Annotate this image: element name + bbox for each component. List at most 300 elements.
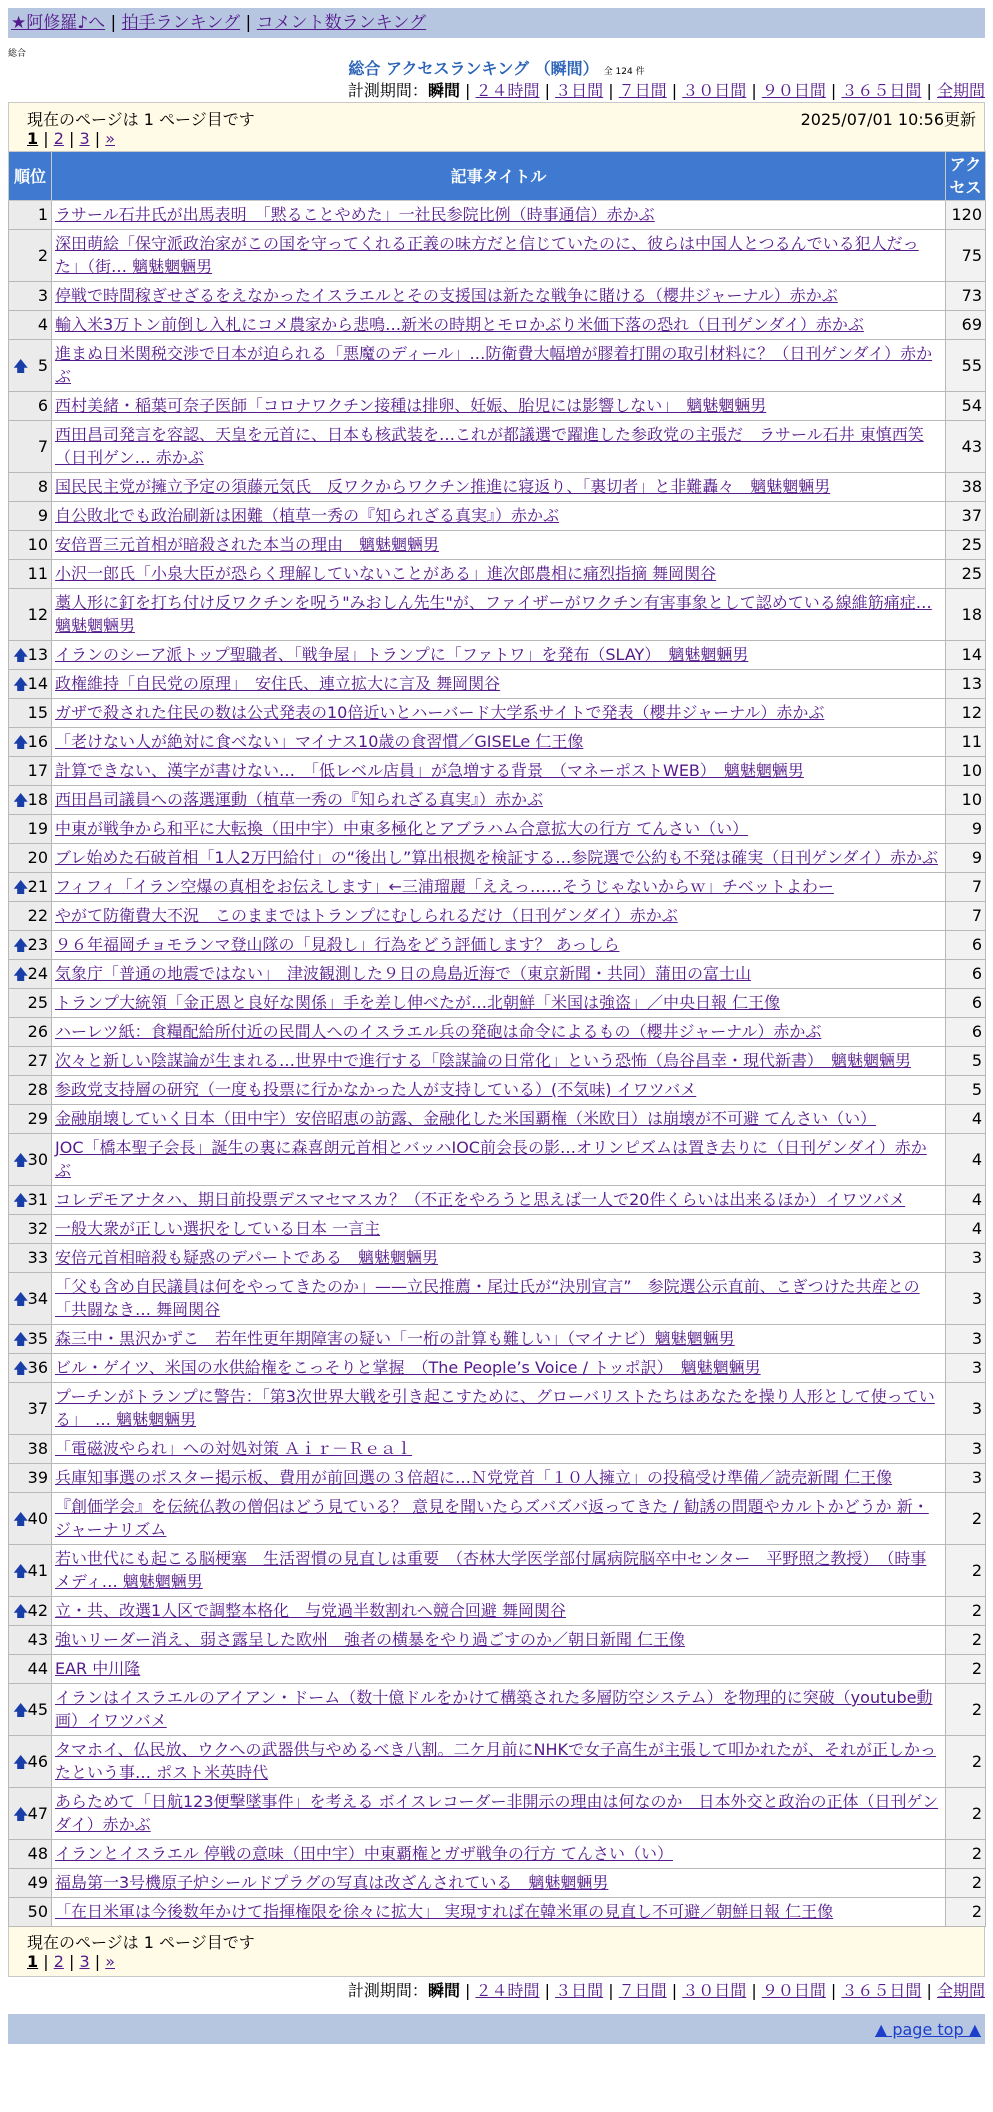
access-count: 4 [946,1186,986,1215]
title-cell [52,1655,946,1684]
access-count: 38 [946,473,986,502]
up-arrow-icon: 🡅 [13,1509,29,1528]
rank-number: 8 [37,477,48,496]
title-cell [52,728,946,757]
title-cell [52,1435,946,1464]
rank-number: 32 [27,1219,48,1238]
page-link-3[interactable]: 3 [79,129,90,148]
rank-number: 25 [27,993,48,1012]
period-link-5[interactable]: ３６５日間 [841,1981,922,2000]
page-separator: | [63,129,80,148]
period-link-6[interactable]: 全期間 [936,81,985,100]
title-column-header: 記事タイトル [52,152,946,201]
up-arrow-icon: 🡅 [13,356,29,375]
article-link[interactable]: 中東が戦争から和平に大転換（田中宇）中東多極化とアブラハム合意拡大の行方 てんさい（い） [55,819,749,838]
article-link[interactable]: 一般大衆が正しい選択をしている日本 一言主 [55,1219,381,1238]
access-count: 3 [946,1244,986,1273]
access-count: 55 [946,340,986,392]
rank-cell [9,392,52,421]
article-link[interactable]: やがて防衛費大不況 このままではトランプにむしられるだけ（日刊ゲンダイ）赤かぶ [55,906,678,925]
title-cell [52,421,946,473]
rank-cell [9,1493,52,1545]
rank-cell [9,989,52,1018]
pagination-top [27,129,115,148]
title-cell [52,589,946,641]
rank-number: 20 [27,848,48,867]
page-heading [8,58,985,80]
article-link[interactable]: 「老けない人が絶対に食べない」マイナス10歳の食習慣／GISELe 仁王像 [55,732,584,751]
rank-cell [9,531,52,560]
access-count: 5 [946,1047,986,1076]
rank-number: 27 [27,1051,48,1070]
rank-number: 49 [27,1873,48,1892]
rank-number: 41 [27,1560,48,1580]
access-count: 9 [946,815,986,844]
home-link[interactable]: ★阿修羅♪へ [11,13,106,33]
title-cell [52,960,946,989]
table-row [9,1134,986,1186]
access-count: 3 [946,1273,986,1325]
table-row [9,392,986,421]
access-count: 14 [946,641,986,670]
article-link[interactable]: ビル・ゲイツ、米国の水供給権をこっそりと掌握 （The People’s Voice / トッポ訳） 魑魅魍魎男 [55,1358,761,1377]
up-arrow-icon: 🡅 [13,1804,29,1823]
pagination-bottom [27,1952,115,1971]
article-link[interactable]: 輸入米3万トン前倒し入札にコメ農家から悲鳴…新米の時期とモロかぶり米価下落の恐れ（日刊ゲンダイ）赤かぶ [55,315,864,334]
article-link[interactable]: 小沢一郎氏「小泉大臣が恐らく理解していないことがある」進次郎農相に痛烈指摘 舞岡関谷 [55,564,717,583]
rank-number: 10 [27,535,48,554]
page-info-top [8,102,985,151]
rank-cell [9,473,52,502]
title-cell [52,1464,946,1493]
rank-number: 37 [27,1398,48,1418]
up-arrow-icon: 🡅 [13,1561,29,1580]
title-cell [52,1493,946,1545]
current-page-text: 現在のページは 1 ページ目です [27,110,255,129]
up-arrow-icon: 🡅 [13,936,29,954]
rank-number: 11 [27,564,48,583]
period-link-1[interactable]: ３日間 [555,81,604,100]
rank-cell [9,1788,52,1840]
article-link[interactable]: 西村美緒・稲葉可奈子医師「コロナワクチン接種は排卵、妊娠、胎児には影響しない」 魑魅魍魎男 [55,396,767,415]
access-count: 10 [946,786,986,815]
access-count: 3 [946,1325,986,1354]
rank-number: 7 [37,436,48,456]
rank-number: 2 [37,245,48,265]
access-count: 6 [946,931,986,960]
access-count: 11 [946,728,986,757]
top-nav-bar [8,8,985,38]
period-selector-top [8,80,985,102]
title-cell [52,392,946,421]
period-link-3[interactable]: ３０日間 [682,1981,747,2000]
table-row [9,844,986,873]
table-row [9,1105,986,1134]
article-link[interactable]: 金融崩壊していく日本（田中宇）安倍昭恵の訪露、金融化した米国覇権（米欧日）は崩壊が不可避 てんさい（い） [55,1109,877,1128]
table-header-row [9,152,986,201]
next-page-link[interactable]: » [105,1952,115,1971]
article-link[interactable]: 『創価学会』を伝統仏教の僧侶はどう見ている？ 意見を聞いたらズバズバ返ってきた / 勧誘の問題やカルトかどうか 新・ジャーナリズム [55,1497,929,1539]
article-link[interactable]: 停戦で時間稼ぎせざるをえなかったイスラエルとその支援国は新たな戦争に賭ける（櫻井ジャーナル）赤かぶ [55,286,838,305]
period-label: 計測期間： [347,81,428,100]
title-cell [52,473,946,502]
up-arrow-icon: 🡅 [13,965,29,983]
period-link-5[interactable]: ３６５日間 [841,81,922,100]
access-count: 6 [946,1018,986,1047]
table-row [9,502,986,531]
rank-number: 15 [27,703,48,722]
article-link[interactable]: 深田萌絵「保守派政治家がこの国を守ってくれる正義の味方だと信じていたのに、彼らは中国人とつるんでいる犯人だった」（街… 魑魅魍魎男 [55,234,919,276]
access-count: 2 [946,1597,986,1626]
rank-cell [9,1076,52,1105]
article-link[interactable]: 西田昌司議員への落選運動（植草一秀の『知られざる真実』）赤かぶ [55,790,544,809]
access-count: 2 [946,1493,986,1545]
up-arrow-icon: 🡅 [13,1752,29,1771]
rank-cell [9,873,52,902]
up-arrow-icon: 🡅 [13,675,29,693]
rank-number: 6 [37,396,48,415]
title-cell [52,311,946,340]
period-separator: | [666,1981,683,2000]
rank-cell [9,1626,52,1655]
rank-number: 3 [37,286,48,305]
title-cell [52,201,946,230]
rank-number: 47 [27,1803,48,1823]
access-count: 3 [946,1383,986,1435]
rank-number: 18 [27,790,48,809]
access-count: 18 [946,589,986,641]
article-link[interactable]: トランプ大統領「金正恩と良好な関係」手を差し伸べたが…北朝鮮「米国は強盗」／中央日報 仁王像 [55,993,781,1012]
rank-number: 26 [27,1022,48,1041]
rank-cell [9,1597,52,1626]
period-link-4[interactable]: ９０日間 [761,1981,826,2000]
next-page-link[interactable]: » [105,129,115,148]
period-link-0[interactable]: ２４時間 [475,81,540,100]
table-row [9,340,986,392]
title-cell [52,641,946,670]
article-link[interactable]: 「電磁波やられ」への対処対策 Ａｉｒ－Ｒｅａｌ [55,1439,413,1458]
rank-number: 35 [27,1329,48,1348]
comment-ranking-link[interactable]: コメント数ランキング [256,13,427,33]
article-link[interactable]: EAR 中川隆 [55,1659,141,1678]
title-cell [52,1244,946,1273]
rank-cell [9,670,52,699]
rank-cell [9,1244,52,1273]
article-link[interactable]: コレデモアナタハ、期日前投票デスマセマスカ？（不正をやろうと思えば一人で20件くらいは出来るほか）イワツバメ [55,1190,906,1209]
article-link[interactable]: 進まぬ日米関税交渉で日本が迫られる「悪魔のディール」…防衛費大幅増が膠着打開の取引材料に？（日刊ゲンダイ）赤かぶ [55,344,933,386]
rank-number: 21 [27,877,48,896]
period-link-0[interactable]: ２４時間 [475,1981,540,2000]
rank-cell [9,1545,52,1597]
table-row [9,1869,986,1898]
article-link[interactable]: 安倍元首相暗殺も疑惑のデパートである 魑魅魍魎男 [55,1248,439,1267]
rank-number: 31 [27,1190,48,1209]
table-row [9,311,986,340]
title-cell [52,1325,946,1354]
ranking-table [8,151,986,1927]
article-link[interactable]: 立・共、改選1人区で調整本格化 与党過半数割れへ競合回避 舞岡関谷 [55,1601,566,1620]
access-count: 73 [946,282,986,311]
rank-cell [9,1383,52,1435]
table-row [9,1215,986,1244]
table-row [9,960,986,989]
rank-number: 33 [27,1248,48,1267]
rank-cell [9,641,52,670]
period-separator: | [921,1981,937,2000]
rank-cell [9,1435,52,1464]
rank-number: 39 [27,1468,48,1487]
article-link[interactable]: 森三中・黒沢かずこ 若年性更年期障害の疑い「一桁の計算も難しい」（マイナビ）魑魅魍魎男 [55,1329,735,1348]
rank-number: 36 [27,1358,48,1377]
period-link-3[interactable]: ３０日間 [682,81,747,100]
rank-cell [9,589,52,641]
table-row [9,1840,986,1869]
period-separator: | [746,1981,762,2000]
period-separator: | [921,81,937,100]
article-link[interactable]: イランとイスラエル 停戦の意味（田中宇）中東覇権とガザ戦争の行方 てんさい（い） [55,1844,674,1863]
access-count: 2 [946,1788,986,1840]
table-row [9,560,986,589]
article-link[interactable]: 「在日米軍は今後数年かけて指揮権限を徐々に拡大」 実現すれば在韓米軍の見直し不可避／朝鮮日報 仁王像 [55,1902,834,1921]
rank-cell [9,1047,52,1076]
period-current: 瞬間 [427,1981,460,2000]
rank-number: 30 [27,1149,48,1169]
article-link[interactable]: 自公敗北でも政治刷新は困難（植草一秀の『知られざる真実』）赤かぶ [55,506,560,525]
access-count: 25 [946,531,986,560]
rank-number: 50 [27,1902,48,1921]
period-separator: | [666,81,683,100]
article-link[interactable]: イランはイスラエルのアイアン・ドーム（数十億ドルをかけて構築された多層防空システム）を物理的に突破（youtube動画）イワツバメ [55,1688,933,1730]
table-row [9,531,986,560]
period-separator: | [603,81,619,100]
title-cell [52,786,946,815]
article-link[interactable]: フィフィ「イラン空爆の真相をお伝えします」←三浦瑠麗「ええっ……そうじゃないからｗ」チベットよわー [55,877,834,896]
table-row [9,230,986,282]
rank-cell [9,201,52,230]
article-link[interactable]: 福島第一3号機原子炉シールドプラグの写真は改ざんされている 魑魅魍魎男 [55,1873,609,1892]
access-count: 2 [946,1736,986,1788]
article-link[interactable]: イランのシーア派トップ聖職者、「戦争屋」トランプに「ファトワ」を発布（SLAY） 魑魅魍魎男 [55,645,749,664]
rank-cell [9,421,52,473]
title-cell [52,1626,946,1655]
title-cell [52,1597,946,1626]
page-current: 1 [27,129,39,148]
rank-cell [9,1134,52,1186]
article-link[interactable]: 「父も含め自民議員は何をやってきたのか」——立民推薦・尾辻氏が“決別宣言” 参院選公示直前、こぎつけた共産との「共闘なき… 舞岡関谷 [55,1277,920,1319]
title-cell [52,340,946,392]
period-selector-bottom [8,1980,985,2002]
rank-cell [9,902,52,931]
table-row [9,1273,986,1325]
table-row [9,786,986,815]
article-link[interactable]: JOC「橋本聖子会長」誕生の裏に森喜朗元首相とバッハIOC前会長の影…オリンピズムは置き去りに（日刊ゲンダイ）赤かぶ [55,1138,927,1180]
rank-cell [9,699,52,728]
rank-number: 17 [27,761,48,780]
article-link[interactable]: 次々と新しい陰謀論が生まれる…世界中で進行する「陰謀論の日常化」という恐怖（烏谷昌幸・現代新書） 魑魅魍魎男 [55,1051,912,1070]
rank-number: 46 [27,1751,48,1771]
article-link[interactable]: 参政党支持層の研究（一度も投票に行かなかった人が支持している）(不気味) イワツバメ [55,1080,697,1099]
access-count: 4 [946,1215,986,1244]
rank-number: 44 [27,1659,48,1678]
rank-cell [9,728,52,757]
period-separator: | [746,81,762,100]
nav-separator: | [110,13,117,33]
article-link[interactable]: 兵庫知事選のポスター掲示板、費用が前回選の３倍超に…Ｎ党党首「１０人擁立」の投稿受け準備／読売新聞 仁王像 [55,1468,893,1487]
article-link[interactable]: 計算できない、漢字が書けない… 「低レベル店員」が急増する背景 （マネーポストWEB） 魑魅魍魎男 [55,761,804,780]
table-row [9,1186,986,1215]
rank-cell [9,1186,52,1215]
page-separator: | [63,1952,80,1971]
title-cell [52,989,946,1018]
access-count: 9 [946,844,986,873]
title-cell [52,1840,946,1869]
rank-cell [9,1354,52,1383]
page-separator: | [89,129,106,148]
period-link-6[interactable]: 全期間 [936,1981,985,2000]
rank-number: 43 [27,1630,48,1649]
period-current: 瞬間 [427,81,460,100]
article-link[interactable]: ラサール石井氏が出馬表明 「黙ることやめた」一社民参院比例（時事通信）赤かぶ [55,205,655,224]
rank-column-header: 順位 [9,152,52,201]
page-current: 1 [27,1952,39,1971]
table-row [9,1655,986,1684]
page-link-2[interactable]: 2 [53,1952,64,1971]
article-link[interactable]: 気象庁「普通の地震ではない」 津波観測した９日の鳥島近海で（東京新聞・共同）蒲田の富士山 [55,964,752,983]
period-link-2[interactable]: ７日間 [618,81,667,100]
page-info-bottom [8,1927,985,1977]
title-cell [52,1105,946,1134]
rank-cell [9,1684,52,1736]
table-row [9,1076,986,1105]
up-arrow-icon: 🡅 [13,646,29,664]
rank-cell [9,786,52,815]
access-count: 13 [946,670,986,699]
access-count: 25 [946,560,986,589]
title-cell [52,1215,946,1244]
period-link-2[interactable]: ７日間 [618,1981,667,2000]
table-row [9,1244,986,1273]
page-separator: | [38,129,54,148]
table-row [9,873,986,902]
updated-timestamp: 2025/07/01 10:56更新 [800,110,976,129]
rank-number: 28 [27,1080,48,1099]
table-row [9,902,986,931]
title-cell [52,560,946,589]
title-cell [52,931,946,960]
up-arrow-icon: 🡅 [13,1602,29,1620]
rank-cell [9,311,52,340]
article-link[interactable]: ９６年福岡チョモランマ登山隊の「見殺し」行為をどう評価します？ あっしら [55,935,620,954]
rank-number: 13 [27,645,48,664]
period-separator: | [459,81,476,100]
rank-cell [9,757,52,786]
period-separator: | [459,1981,476,2000]
access-count: 54 [946,392,986,421]
title-cell [52,873,946,902]
page-link-3[interactable]: 3 [79,1952,90,1971]
article-link[interactable]: 西田昌司発言を容認、天皇を元首に、日本も核武装を…これが都議選で躍進した参政党の主張だ ラサール石井 東慎西笑（日刊ゲン… 赤かぶ [55,425,924,467]
table-row [9,421,986,473]
page-link-2[interactable]: 2 [53,129,64,148]
rank-cell [9,1655,52,1684]
rank-number: 12 [27,604,48,624]
table-row [9,641,986,670]
rank-number: 45 [27,1699,48,1719]
article-link[interactable]: あらためて「日航123便撃墜事件」を考える ボイスレコーダー非開示の理由は何なのか 日本外交と政治の正体（日刊ゲンダイ）赤かぶ [55,1792,939,1834]
article-link[interactable]: 安倍晋三元首相が暗殺された本当の理由 魑魅魍魎男 [55,535,440,554]
table-row [9,1464,986,1493]
title-cell [52,1736,946,1788]
title-cell [52,1788,946,1840]
title-cell [52,282,946,311]
rank-cell [9,1215,52,1244]
rank-cell [9,1840,52,1869]
table-row [9,473,986,502]
period-separator: | [825,81,842,100]
table-row [9,1383,986,1435]
article-link[interactable]: ハーレツ紙：食糧配給所付近の民間人へのイスラエル兵の発砲は命令によるもの（櫻井ジャーナル）赤かぶ [55,1022,822,1041]
rank-number: 34 [27,1288,48,1308]
article-link[interactable]: 強いリーダー消え、弱さ露呈した欧州 強者の横暴をやり過ごすのか／朝日新聞 仁王像 [55,1630,686,1649]
article-link[interactable]: ガザで殺された住民の数は公式発表の10倍近いとハーバード大学系サイトで発表（櫻井ジャーナル）赤かぶ [55,703,825,722]
access-count: 2 [946,1898,986,1927]
period-link-4[interactable]: ９０日間 [761,81,826,100]
title-cell [52,1018,946,1047]
category-label: 総合 [8,49,27,59]
nav-separator: | [245,13,252,33]
period-link-1[interactable]: ３日間 [555,1981,604,2000]
title-cell [52,699,946,728]
access-count: 37 [946,502,986,531]
title-cell [52,531,946,560]
access-count: 43 [946,421,986,473]
article-link[interactable]: 藁人形に釘を打ち付け反ワクチンを呪う"みおしん先生"が、ファイザーがワクチン有害事象として認めている線維筋痛症… 魑魅魍魎男 [55,593,932,635]
article-link[interactable]: 国民民主党が擁立予定の須藤元気氏 反ワクからワクチン推進に寝返り、「裏切者」と非難轟々 魑魅魍魎男 [55,477,831,496]
title-cell [52,1047,946,1076]
page-top-link[interactable]: ▲ page top ▲ [874,2020,981,2039]
access-count: 3 [946,1464,986,1493]
article-link[interactable]: ブレ始めた石破首相「1人2万円給付」の“後出し”算出根拠を検証する…参院選で公約も不発は確実（日刊ゲンダイ）赤かぶ [55,848,939,867]
up-arrow-icon: 🡅 [13,878,29,896]
total-count: 全 124 件 [603,67,645,77]
rank-cell [9,1736,52,1788]
article-link[interactable]: 若い世代にも起こる脳梗塞 生活習慣の見直しは重要 （杏林大学医学部付属病院脳卒中センター 平野照之教授） （時事メディ… 魑魅魍魎男 [55,1549,927,1591]
access-count: 69 [946,311,986,340]
rank-number: 9 [37,506,48,525]
table-row [9,201,986,230]
table-row [9,699,986,728]
table-row [9,1898,986,1927]
rank-cell [9,1869,52,1898]
title-cell [52,230,946,282]
page-separator: | [89,1952,106,1971]
title-cell [52,1684,946,1736]
access-count: 10 [946,757,986,786]
rank-cell [9,502,52,531]
article-link[interactable]: プーチンがトランプに警告：「第3次世界大戦を引き起こすために、グローバリストたちはあなたを操り人形として使っている」 … 魑魅魍魎男 [55,1387,935,1429]
clap-ranking-link[interactable]: 拍手ランキング [121,13,241,33]
rank-number: 29 [27,1109,48,1128]
period-separator: | [539,81,556,100]
article-link[interactable]: タマホイ、仏民放、ウクへの武器供与やめるべき八割。二ケ月前にNHKで女子高生が主張して叩かれたが、それが正しかったという事… ポスト米英時代 [55,1740,937,1782]
table-row [9,989,986,1018]
period-separator: | [825,1981,842,2000]
table-row [9,931,986,960]
title-cell [52,1134,946,1186]
rank-cell [9,560,52,589]
table-row [9,1047,986,1076]
article-link[interactable]: 政権維持「自民党の原理」 安住氏、連立拡大に言及 舞岡関谷 [55,674,501,693]
